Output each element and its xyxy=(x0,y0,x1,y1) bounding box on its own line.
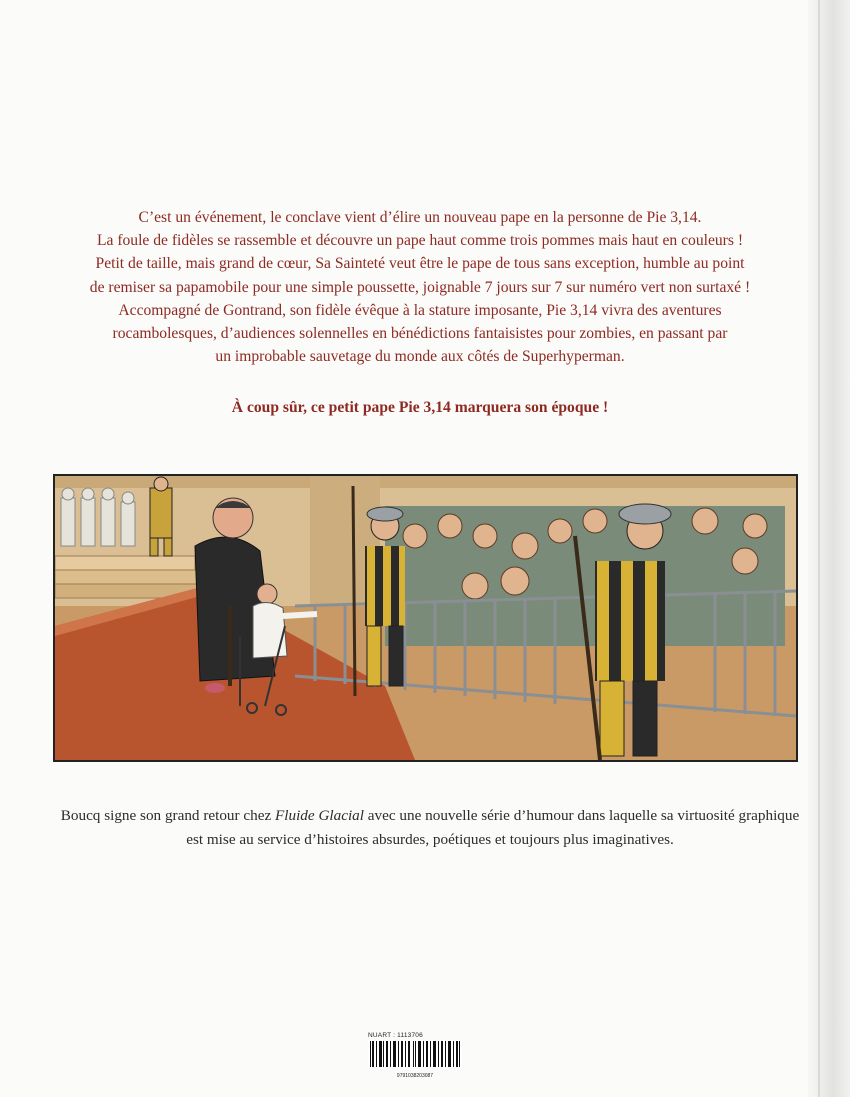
tagline: À coup sûr, ce petit pape Pie 3,14 marquera son époque ! xyxy=(231,399,609,416)
blurb-line: un improbable sauvetage du monde aux côtés de Superhyperman. xyxy=(215,348,625,366)
barcode-number: 9791038203087 xyxy=(396,1073,434,1079)
book-spine-edge xyxy=(808,0,850,1097)
credits-line-2: est mise au service d’histoires absurdes, poétiques et toujours plus imaginatives. xyxy=(186,831,674,848)
publisher-name: Fluide Glacial xyxy=(275,807,364,824)
blurb-line: rocambolesques, d’audiences solennelles en bénédictions fantaisistes pour zombies, en passant par xyxy=(112,325,728,343)
blurb-line: Petit de taille, mais grand de cœur, Sa Sainteté veut être le pape de tous sans exception, humble au point xyxy=(95,255,745,273)
comic-panel-drawing xyxy=(55,476,796,760)
spine-fold-line xyxy=(818,0,820,1097)
blurb-line: La foule de fidèles se rassemble et découvre un pape haut comme trois pommes mais haut en couleurs ! xyxy=(96,232,744,250)
back-cover-blurb xyxy=(40,206,800,368)
barcode-label: NUART : 1113706 xyxy=(368,1032,423,1039)
blurb-line: Accompagné de Gontrand, son fidèle évêque à la stature imposante, Pie 3,14 vivra des aventures xyxy=(118,301,722,319)
author-credits xyxy=(40,804,820,852)
barcode xyxy=(368,1032,462,1084)
blurb-line: C’est un événement, le conclave vient d’élire un nouveau pape en la personne de Pie 3,14. xyxy=(138,209,702,226)
comic-panel-illustration xyxy=(53,474,798,762)
barcode-bars xyxy=(368,1041,462,1067)
credits-line-1: Boucq signe son grand retour chez Fluide Glacial avec une nouvelle série d’humour dans laquelle sa virtuosité graphique xyxy=(60,807,800,824)
blurb-line: de remiser sa papamobile pour une simple poussette, joignable 7 jours sur 7 sur numéro vert non surtaxé ! xyxy=(89,278,751,296)
